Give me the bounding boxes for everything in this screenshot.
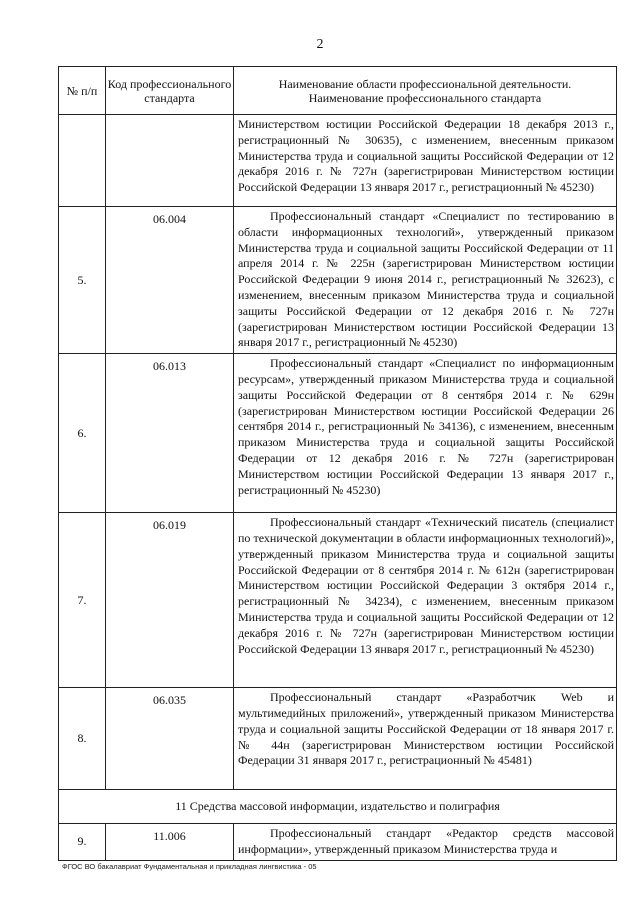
description-cell bbox=[234, 513, 617, 688]
description-cell bbox=[234, 115, 617, 207]
table-row bbox=[59, 688, 617, 790]
footer-text: ФГОС ВО бакалавриат Фундаментальная и прикладная лингвистика - 05 bbox=[62, 862, 317, 871]
header-name-line2: Наименование профессионального стандарта bbox=[308, 90, 542, 105]
standard-description: Профессиональный стандарт «Специалист по тестированию в области информационных технологий», утвержденный приказом Министерства труда и социальной защиты Российской Федерации от 11 апреля 2014 г. № 225н (зарегистрирован Министерством юстиции Российской Федерации 9 июня 2014 г., регистрационный № 32623), с изменением, внесенным приказом Министерства труда и социальной защиты Российской Федерации от 12 декабря 2016 г. № 727н (зарегистрирован Министерством юстиции Российской Федерации 13 января 2017 г., регистрационный № 45230) bbox=[238, 209, 614, 350]
row-number: 6. bbox=[59, 354, 106, 513]
header-name-line1: Наименование области профессиональной деятельности. bbox=[278, 76, 572, 91]
standard-code: 06.013 bbox=[106, 354, 234, 513]
table-header-row bbox=[59, 67, 617, 115]
standard-description: Профессиональный стандарт «Технический писатель (специалист по технической документации в области информационных технологий)», утвержденный приказом Министерства труда и социальной защиты Российской Федерации от 8 сентября 2014 г. № 612н (зарегистрирован Министерством юстиции Российской Федерации 3 октября 2014 г., регистрационный № 34234), с изменением, внесенным приказом Министерства труда и социальной защиты Российской Федерации от 12 декабря 2016 г. № 727н (зарегистрирован Министерством юстиции Российской Федерации 13 января 2017 г., регистрационный № 45230) bbox=[238, 515, 614, 656]
standard-code: 06.035 bbox=[106, 688, 234, 790]
row-number: 7. bbox=[59, 513, 106, 688]
row-number: 5. bbox=[59, 207, 106, 354]
table-row bbox=[59, 207, 617, 354]
table-row bbox=[59, 513, 617, 688]
standard-code: 06.004 bbox=[106, 207, 234, 354]
header-num: № п/п bbox=[59, 67, 106, 115]
section-row bbox=[59, 790, 617, 824]
description-cell bbox=[234, 688, 617, 790]
table-row-continuation bbox=[59, 115, 617, 207]
num-cell bbox=[59, 115, 106, 207]
standard-description: Профессиональный стандарт «Специалист по информационным ресурсам», утвержденный приказом Министерства труда и социальной защиты Российской Федерации от 8 сентября 2014 г. № 629н (зарегистрирован Министерством юстиции Российской Федерации 26 сентября 2014 г., регистрационный № 34136), с изменением, внесенным приказом Министерства труда и социальной защиты Российской Федерации от 12 декабря 2016 г. № 727н (зарегистрирован Министерством юстиции Российской Федерации 13 января 2017 г., регистрационный № 45230) bbox=[238, 356, 614, 497]
professional-standards-table bbox=[58, 66, 617, 861]
header-name bbox=[234, 67, 617, 115]
table-row bbox=[59, 354, 617, 513]
page-number: 2 bbox=[316, 37, 324, 52]
description-cell bbox=[234, 207, 617, 354]
description-cell bbox=[234, 824, 617, 861]
code-cell bbox=[106, 115, 234, 207]
standard-code: 06.019 bbox=[106, 513, 234, 688]
continuation-text: Министерством юстиции Российской Федерации 18 декабря 2013 г., регистрационный № 30635), с изменением, внесенным приказом Министерства труда и социальной защиты Российской Федерации от 12 декабря 2016 г. № 727н (зарегистрирован Министерством юстиции Российской Федерации 13 января 2017 г., регистрационный № 45230) bbox=[238, 117, 614, 195]
row-number: 8. bbox=[59, 688, 106, 790]
description-cell bbox=[234, 354, 617, 513]
row-number: 9. bbox=[59, 824, 106, 861]
standard-description: Профессиональный стандарт «Разработчик Web и мультимедийных приложений», утвержденный приказом Министерства труда и социальной защиты Российской Федерации от 18 января 2017 г. № 44н (зарегистрирован Министерством юстиции Российской Федерации 31 января 2017 г., регистрационный № 45481) bbox=[238, 690, 614, 768]
section-title: 11 Средства массовой информации, издательство и полиграфия bbox=[59, 790, 617, 824]
table-row bbox=[59, 824, 617, 861]
standard-code: 11.006 bbox=[106, 824, 234, 861]
header-code: Код профессионального стандарта bbox=[106, 67, 234, 115]
standard-description: Профессиональный стандарт «Редактор средств массовой информации», утвержденный приказом Министерства труда и bbox=[238, 826, 614, 856]
